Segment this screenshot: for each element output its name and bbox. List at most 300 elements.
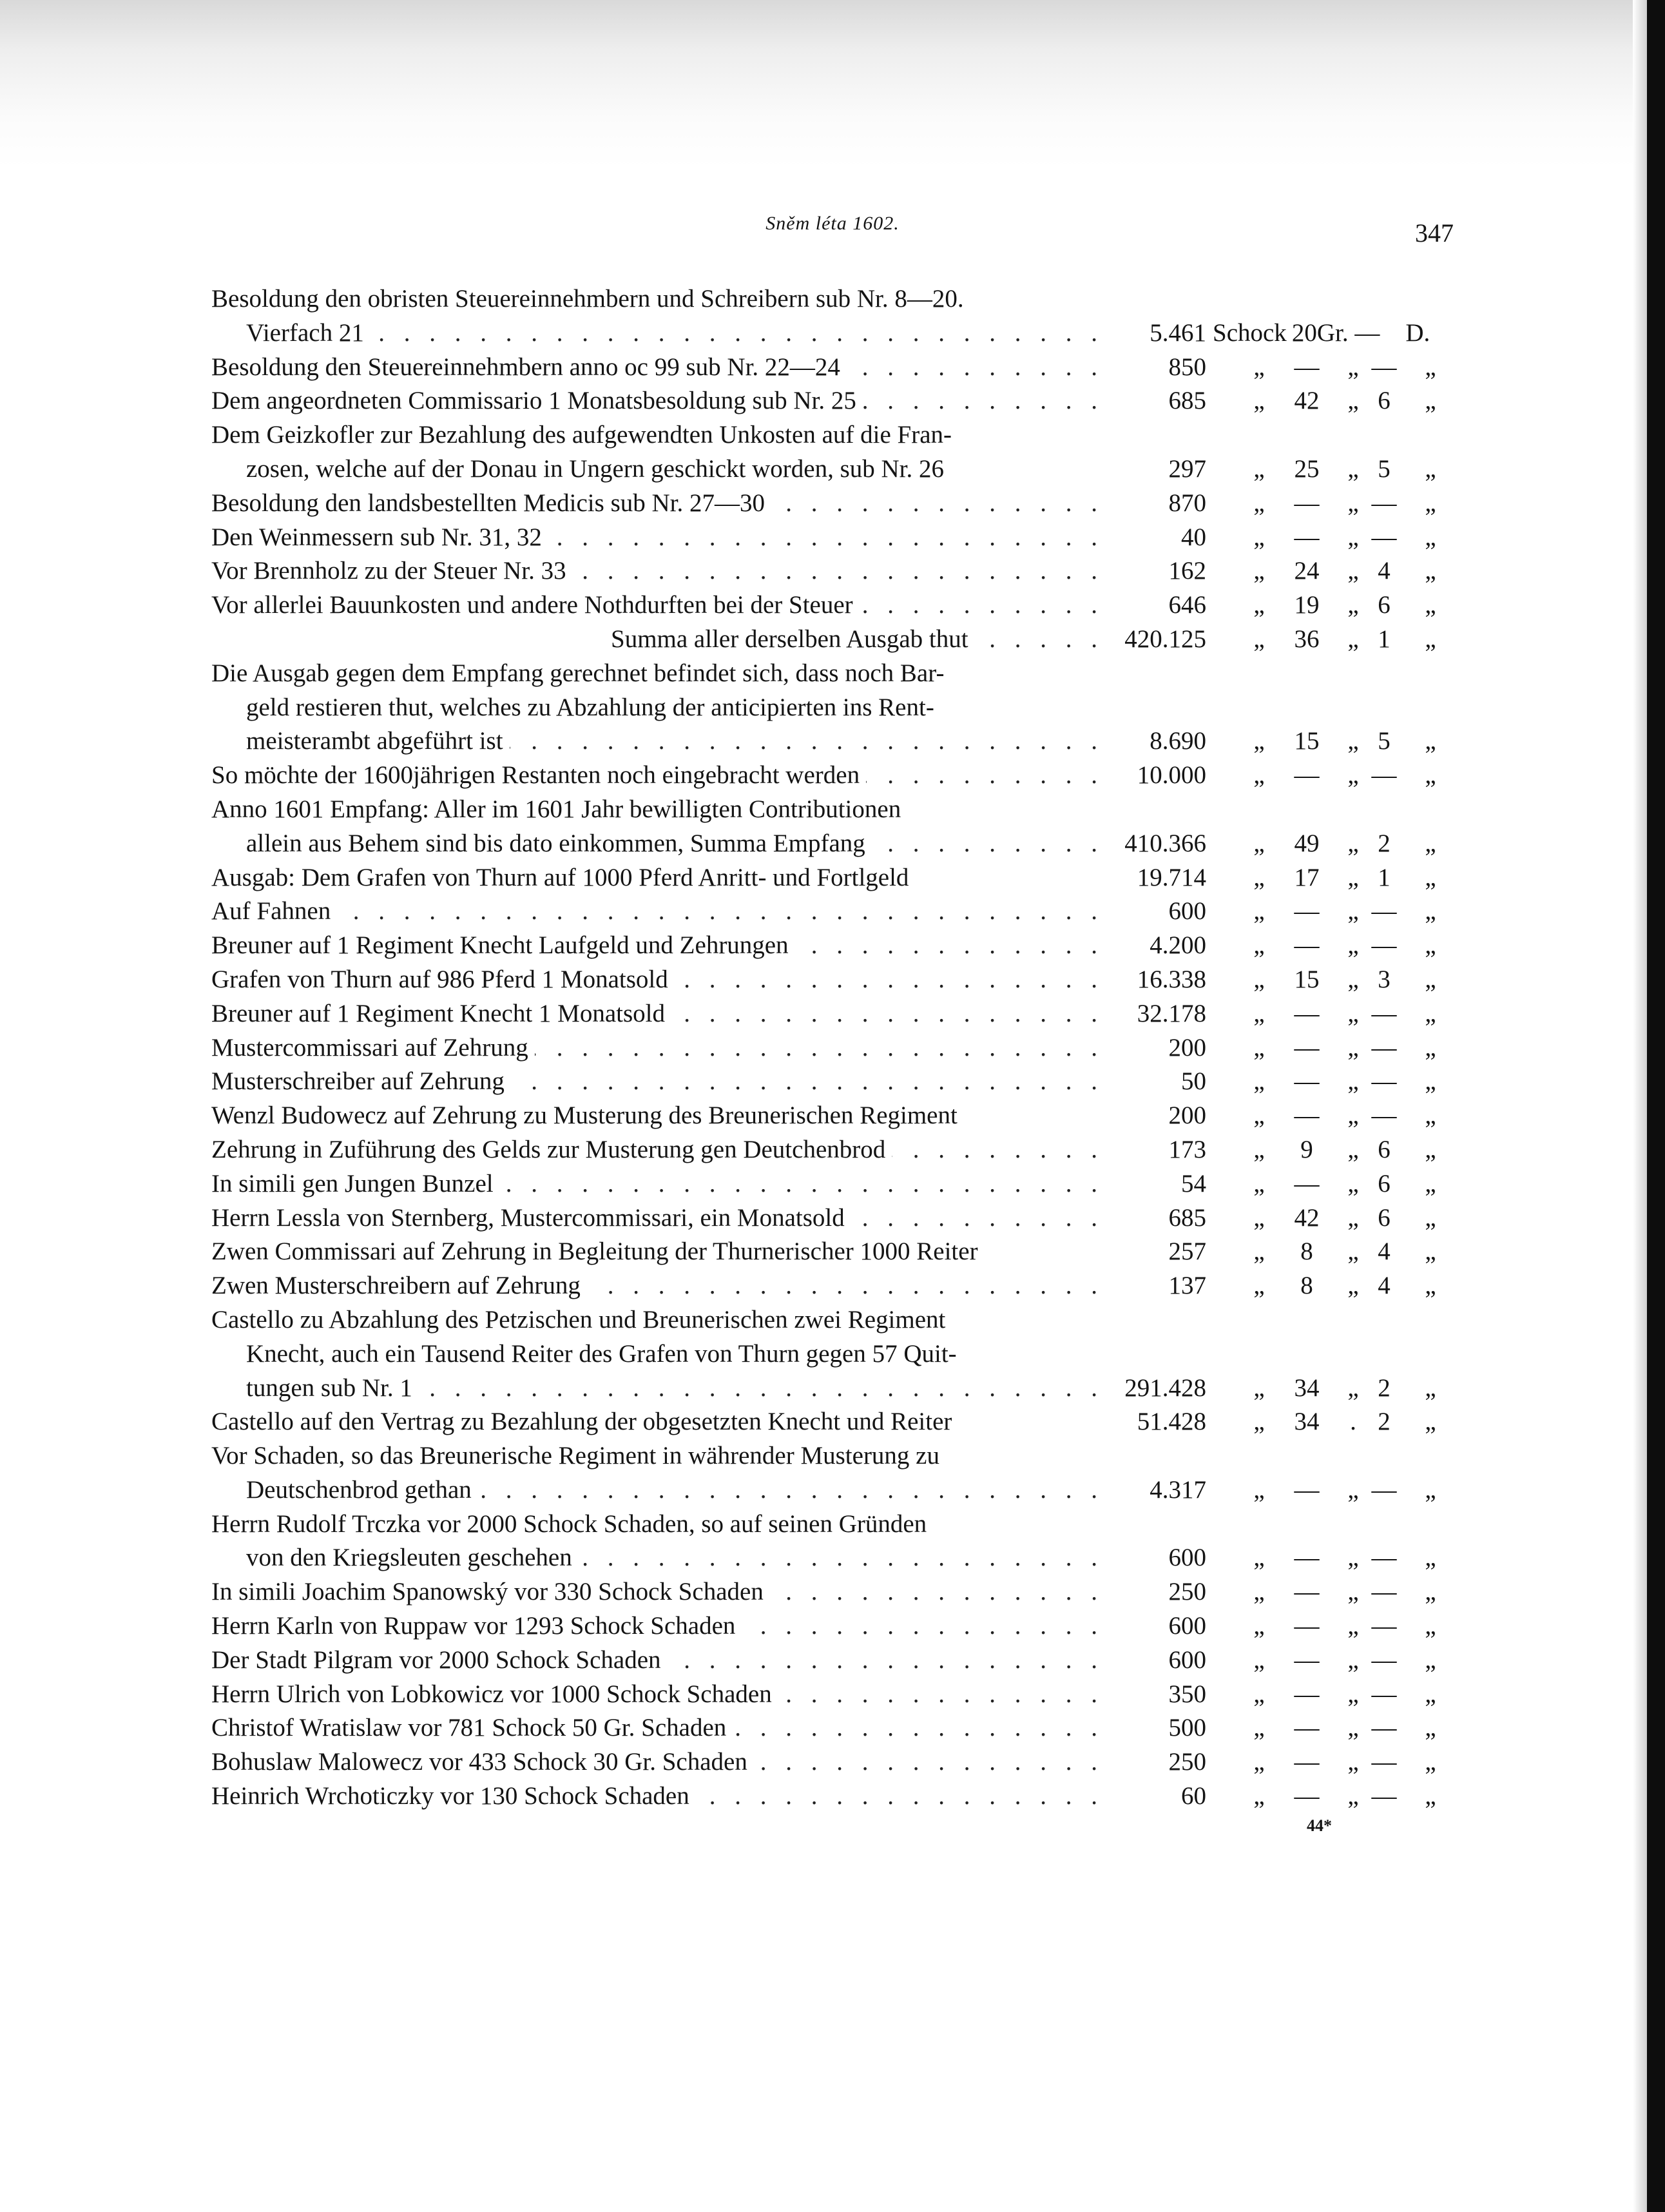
- ledger-row: [0, 1609, 1665, 1644]
- row-amount: 5.461: [1150, 318, 1206, 347]
- row-c4: —: [1371, 1033, 1397, 1062]
- row-amount: 4.200: [1150, 931, 1206, 960]
- ledger-row: [0, 1541, 1665, 1575]
- unit-d: D.: [1405, 318, 1430, 347]
- row-c1: „: [1253, 863, 1265, 891]
- running-title: Sněm léta 1602.: [765, 213, 900, 234]
- row-description: [211, 1269, 1104, 1303]
- row-c1: „: [1253, 625, 1265, 653]
- row-c3: „: [1347, 1373, 1359, 1402]
- row-description-text: Vierfach 21: [246, 319, 371, 347]
- ledger-row: [0, 1372, 1665, 1406]
- row-c3: „: [1347, 1782, 1359, 1810]
- row-c3: „: [1347, 1203, 1359, 1232]
- row-description: [611, 623, 1104, 656]
- row-description-text: Dem angeordneten Commissario 1 Monatsbesoldung sub Nr. 25: [211, 387, 863, 414]
- ledger-row: [0, 997, 1665, 1031]
- ledger-row: [0, 1644, 1665, 1678]
- row-c4: —: [1371, 1645, 1397, 1674]
- row-amount: 10.000: [1137, 761, 1206, 790]
- row-c4: 6: [1378, 1203, 1391, 1232]
- row-c2: —: [1294, 1748, 1320, 1776]
- row-description: [246, 1541, 1104, 1575]
- row-c3: „: [1347, 1101, 1359, 1130]
- row-c4: —: [1371, 523, 1397, 551]
- row-c1: „: [1253, 897, 1265, 926]
- row-c2: —: [1294, 1169, 1320, 1198]
- row-c4: —: [1371, 1475, 1397, 1504]
- row-c1: „: [1253, 1169, 1265, 1198]
- page-number: 347: [1415, 218, 1454, 247]
- row-c5: „: [1425, 1544, 1436, 1572]
- row-c3: „: [1347, 761, 1359, 790]
- row-amount: 8.690: [1150, 727, 1206, 755]
- ledger-row: [0, 929, 1665, 963]
- row-c1: „: [1253, 761, 1265, 790]
- row-c5: „: [1425, 1475, 1436, 1504]
- row-c2: —: [1294, 1475, 1320, 1504]
- row-c1: „: [1253, 1373, 1265, 1402]
- row-c4: —: [1371, 1067, 1397, 1096]
- row-c3: „: [1347, 965, 1359, 993]
- row-description: [211, 1099, 1104, 1132]
- row-amount: 54: [1181, 1169, 1206, 1198]
- row-c4: —: [1371, 897, 1397, 926]
- row-c1: „: [1253, 454, 1265, 483]
- row-description: [211, 1508, 1104, 1541]
- ledger-row: [0, 1508, 1665, 1542]
- row-description-text: Herrn Rudolf Trczka vor 2000 Schock Schaden, so auf seinen Gründen: [211, 1509, 927, 1538]
- row-c3: „: [1347, 1067, 1359, 1096]
- row-amount: 137: [1168, 1272, 1206, 1300]
- row-description-text: Besoldung den Steuereinnehmbern anno oc 99 sub Nr. 22—24: [211, 353, 847, 381]
- row-description-text: Bohuslaw Malowecz vor 433 Schock 30 Gr. Schaden: [211, 1748, 754, 1776]
- row-c1: „: [1253, 387, 1265, 415]
- row-c3: „: [1347, 1237, 1359, 1266]
- row-description-text: Vor Schaden, so das Breunerische Regiment in währender Musterung zu: [211, 1442, 939, 1470]
- row-c5: „: [1425, 591, 1436, 619]
- row-c3: „: [1347, 625, 1359, 653]
- row-description-text: Vor Brennholz zu der Steuer Nr. 33: [211, 557, 573, 585]
- row-c3: „: [1347, 1680, 1359, 1708]
- row-c1: „: [1253, 1237, 1265, 1266]
- row-c2: 42: [1294, 387, 1320, 415]
- row-amount: 4.317: [1150, 1475, 1206, 1504]
- row-description: [211, 1644, 1104, 1677]
- row-amount: 600: [1168, 1612, 1206, 1640]
- ledger-row: [0, 1201, 1665, 1236]
- ledger-row: [0, 827, 1665, 861]
- row-amount: 200: [1168, 1033, 1206, 1062]
- row-c4: 6: [1378, 1135, 1391, 1163]
- row-c4: 4: [1378, 1272, 1391, 1300]
- row-description-text: Mustercommissari auf Zehrung: [211, 1034, 535, 1062]
- row-c5: „: [1425, 1101, 1436, 1130]
- row-amount: 51.428: [1137, 1408, 1206, 1436]
- row-description-text: Herrn Lessla von Sternberg, Mustercommissari, ein Monatsold: [211, 1204, 851, 1232]
- row-description-text: In simili Joachim Spanowský vor 330 Schock Schaden: [211, 1578, 770, 1606]
- row-amount: 60: [1181, 1782, 1206, 1810]
- row-c1: „: [1253, 1612, 1265, 1640]
- row-amount: 685: [1168, 387, 1206, 415]
- ledger-row: [0, 1235, 1665, 1269]
- scan-shadow-top: [0, 0, 1665, 168]
- row-c2: —: [1294, 1101, 1320, 1130]
- row-c3: „: [1347, 1748, 1359, 1776]
- row-c5: „: [1425, 931, 1436, 960]
- row-c2: 8: [1300, 1272, 1313, 1300]
- row-c1: „: [1253, 1408, 1265, 1436]
- row-c2: 36: [1294, 625, 1320, 653]
- row-c1: „: [1253, 1135, 1265, 1163]
- ledger-row: [0, 623, 1665, 657]
- ledger-row: [0, 1439, 1665, 1473]
- row-c2: 19: [1294, 591, 1320, 619]
- row-c2: —: [1294, 1680, 1320, 1708]
- row-c4: 6: [1378, 591, 1391, 619]
- row-c1: „: [1253, 489, 1265, 517]
- row-description: [211, 895, 1104, 928]
- row-description-text: Knecht, auch ein Tausend Reiter des Grafen von Thurn gegen 57 Quit-: [246, 1339, 957, 1368]
- ledger-row: [0, 418, 1665, 452]
- row-description: [211, 384, 1104, 418]
- row-c4: 2: [1378, 1373, 1391, 1402]
- row-c4: —: [1371, 1782, 1397, 1810]
- row-description: [246, 1473, 1104, 1507]
- ledger-row: [0, 452, 1665, 487]
- row-c3: „: [1347, 454, 1359, 483]
- row-description: [211, 1575, 1104, 1609]
- row-description-text: Castello zu Abzahlung des Petzischen und Breunerischen zwei Regiment: [211, 1305, 946, 1334]
- row-description-text: Herrn Karln von Ruppaw vor 1293 Schock Schaden: [211, 1612, 742, 1640]
- row-c1: „: [1253, 1475, 1265, 1504]
- row-c1: „: [1253, 1645, 1265, 1674]
- row-description: [246, 724, 1104, 758]
- row-description-text: Grafen von Thurn auf 986 Pferd 1 Monatsold: [211, 965, 675, 993]
- row-c2: 25: [1294, 454, 1320, 483]
- row-c3: „: [1347, 591, 1359, 619]
- ledger-row: [0, 759, 1665, 793]
- row-c3: „: [1347, 1714, 1359, 1742]
- row-description: [211, 929, 1104, 962]
- row-description-text: Musterschreiber auf Zehrung: [211, 1067, 511, 1095]
- row-c2: 15: [1294, 727, 1320, 755]
- row-c4: —: [1371, 1680, 1397, 1708]
- ledger-row: [0, 316, 1665, 351]
- row-description: [246, 316, 1104, 350]
- row-c4: 4: [1378, 557, 1391, 585]
- ledger-row: [0, 1745, 1665, 1780]
- ledger-row: [0, 1167, 1665, 1201]
- row-c3: „: [1347, 1578, 1359, 1606]
- row-c2: —: [1294, 489, 1320, 517]
- row-c5: „: [1425, 1680, 1436, 1708]
- row-description: [246, 452, 1104, 486]
- row-c4: 4: [1378, 1237, 1391, 1266]
- row-c3: „: [1347, 863, 1359, 891]
- row-c2: —: [1294, 1782, 1320, 1810]
- row-c5: „: [1425, 454, 1436, 483]
- row-c5: „: [1425, 999, 1436, 1027]
- row-c5: „: [1425, 1135, 1436, 1163]
- row-description-text: Zwen Musterschreibern auf Zehrung: [211, 1272, 587, 1299]
- row-c4: —: [1371, 1714, 1397, 1742]
- row-c1: „: [1253, 353, 1265, 381]
- row-description: [211, 1235, 1104, 1268]
- row-description-text: Deutschenbrod gethan: [246, 1476, 478, 1504]
- row-c4: —: [1371, 1544, 1397, 1572]
- row-description: [211, 793, 1104, 826]
- row-description-text: von den Kriegsleuten geschehen: [246, 1544, 579, 1571]
- row-c1: „: [1253, 931, 1265, 960]
- row-amount: 600: [1168, 897, 1206, 926]
- row-c3: „: [1347, 523, 1359, 551]
- ledger-row: [0, 1678, 1665, 1712]
- row-c3: „: [1347, 1272, 1359, 1300]
- row-c5: „: [1425, 965, 1436, 993]
- row-c3: „: [1347, 353, 1359, 381]
- row-c2: —: [1294, 897, 1320, 926]
- row-description-text: Zwen Commissari auf Zehrung in Begleitung der Thurnerischer 1000 Reiter: [211, 1237, 978, 1266]
- row-description: [246, 1337, 1104, 1371]
- row-c2: —: [1294, 1645, 1320, 1674]
- row-c5: „: [1425, 523, 1436, 551]
- row-description: [211, 554, 1104, 588]
- row-c4: 6: [1378, 387, 1391, 415]
- row-c5: „: [1425, 829, 1436, 857]
- row-description-text: allein aus Behem sind bis dato einkommen, Summa Empfang: [246, 830, 872, 857]
- row-c3: „: [1347, 1475, 1359, 1504]
- row-c4: 1: [1378, 625, 1391, 653]
- row-description: [211, 657, 1104, 690]
- row-description-text: Heinrich Wrchoticzky vor 130 Schock Schaden: [211, 1782, 696, 1810]
- row-c2: 8: [1300, 1237, 1313, 1266]
- row-c5: „: [1425, 1203, 1436, 1232]
- row-amount: 646: [1168, 591, 1206, 619]
- row-description: [211, 588, 1104, 622]
- row-c5: „: [1425, 727, 1436, 755]
- row-c3: „: [1347, 489, 1359, 517]
- row-amount: 250: [1168, 1578, 1206, 1606]
- ledger-row: [0, 282, 1665, 316]
- ledger-row: [0, 384, 1665, 418]
- row-c5: „: [1425, 1408, 1436, 1436]
- row-description: [211, 351, 1104, 384]
- row-c3: „: [1347, 387, 1359, 415]
- row-amount: 40: [1181, 523, 1206, 551]
- row-description-text: geld restieren thut, welches zu Abzahlung der anticipierten ins Rent-: [246, 693, 934, 721]
- ledger-row: [0, 691, 1665, 725]
- row-c1: „: [1253, 591, 1265, 619]
- row-description-text: Besoldung den landsbestellten Medicis sub Nr. 27—30: [211, 489, 771, 517]
- row-c2: —: [1294, 1033, 1320, 1062]
- ledger-row: [0, 487, 1665, 521]
- row-amount: 297: [1168, 454, 1206, 483]
- row-c2: 42: [1294, 1203, 1320, 1232]
- ledger-row: [0, 1405, 1665, 1439]
- row-description: [211, 1065, 1104, 1098]
- row-c2: 49: [1294, 829, 1320, 857]
- row-c5: „: [1425, 897, 1436, 926]
- row-c2: 24: [1294, 557, 1320, 585]
- row-c1: „: [1253, 1067, 1265, 1096]
- row-c1: „: [1253, 1578, 1265, 1606]
- row-c1: „: [1253, 1101, 1265, 1130]
- row-c3: „: [1347, 829, 1359, 857]
- row-c4: —: [1371, 489, 1397, 517]
- row-description: [211, 1133, 1104, 1167]
- row-c3: „: [1347, 931, 1359, 960]
- ledger-row: [0, 793, 1665, 827]
- row-amount: 850: [1168, 353, 1206, 381]
- row-amount: 410.366: [1124, 829, 1206, 857]
- row-description: [211, 1745, 1104, 1779]
- row-c3: „: [1347, 999, 1359, 1027]
- row-c2: —: [1294, 1067, 1320, 1096]
- row-description-text: Besoldung den obristen Steuereinnehmbern und Schreibern sub Nr. 8—20.: [211, 285, 964, 313]
- ledger-row: [0, 724, 1665, 759]
- row-c4: —: [1371, 353, 1397, 381]
- row-c4: 2: [1378, 1408, 1391, 1436]
- row-c4: —: [1371, 1612, 1397, 1640]
- row-description-text: Auf Fahnen: [211, 897, 337, 925]
- ledger-row: [0, 521, 1665, 555]
- row-c5: „: [1425, 863, 1436, 891]
- row-c1: „: [1253, 829, 1265, 857]
- row-description-text: Den Weinmessern sub Nr. 31, 32: [211, 523, 548, 551]
- row-c5: „: [1425, 1782, 1436, 1810]
- row-amount: 19.714: [1137, 863, 1206, 891]
- ledger-row: [0, 861, 1665, 895]
- row-description-text: Vor allerlei Bauunkosten und andere Nothdurften bei der Steuer: [211, 591, 860, 619]
- row-description: [211, 1167, 1104, 1201]
- row-c1: „: [1253, 557, 1265, 585]
- row-description-text: So möchte der 1600jährigen Restanten noch eingebracht werden: [211, 761, 866, 789]
- row-amount: 162: [1168, 557, 1206, 585]
- row-description: [211, 1303, 1104, 1337]
- row-description-text: Breuner auf 1 Regiment Knecht 1 Monatsold: [211, 1000, 671, 1027]
- row-c5: „: [1425, 1612, 1436, 1640]
- row-description: [211, 521, 1104, 554]
- row-c4: —: [1371, 1101, 1397, 1130]
- row-c2: —: [1294, 523, 1320, 551]
- row-description-text: Wenzl Budowecz auf Zehrung zu Musterung des Breunerischen Regiment: [211, 1101, 958, 1130]
- row-c4: —: [1371, 931, 1397, 960]
- row-description-text: Castello auf den Vertrag zu Bezahlung der obgesetzten Knecht und Reiter: [211, 1408, 952, 1436]
- row-amount: 250: [1168, 1748, 1206, 1776]
- row-description-text: Zehrung in Zuführung des Gelds zur Musterung gen Deutchenbrod: [211, 1136, 892, 1163]
- row-amount: 16.338: [1137, 965, 1206, 993]
- row-description: [211, 1201, 1104, 1235]
- row-description-text: Ausgab: Dem Grafen von Thurn auf 1000 Pferd Anritt- und Fortlgeld: [211, 863, 909, 891]
- row-c5: „: [1425, 1169, 1436, 1198]
- row-c3: „: [1347, 1033, 1359, 1062]
- row-amount: 257: [1168, 1237, 1206, 1266]
- row-c2: —: [1294, 1714, 1320, 1742]
- ledger-row: [0, 351, 1665, 385]
- row-c1: „: [1253, 1544, 1265, 1572]
- row-c2: 34: [1294, 1373, 1320, 1402]
- ledger-row: [0, 1269, 1665, 1303]
- row-c5: „: [1425, 1033, 1436, 1062]
- row-c5: „: [1425, 353, 1436, 381]
- row-c1: „: [1253, 965, 1265, 993]
- row-c4: —: [1371, 1748, 1397, 1776]
- row-c3: .: [1350, 1408, 1356, 1436]
- row-c5: „: [1425, 1272, 1436, 1300]
- ledger-row: [0, 963, 1665, 997]
- row-c2: 9: [1300, 1135, 1313, 1163]
- row-description: [211, 1678, 1104, 1711]
- row-c5: „: [1425, 489, 1436, 517]
- ledger-row: [0, 1065, 1665, 1099]
- row-c4: 5: [1378, 454, 1391, 483]
- row-c1: „: [1253, 523, 1265, 551]
- ledger-row: [0, 1473, 1665, 1508]
- row-c2: —: [1294, 999, 1320, 1027]
- row-c3: „: [1347, 1135, 1359, 1163]
- row-c1: „: [1253, 1033, 1265, 1062]
- row-c1: „: [1253, 1680, 1265, 1708]
- row-c3: „: [1347, 557, 1359, 585]
- row-description-text: Herrn Ulrich von Lobkowicz vor 1000 Schock Schaden: [211, 1680, 778, 1708]
- row-description: [211, 487, 1104, 520]
- row-c2: —: [1294, 761, 1320, 790]
- row-description: [211, 282, 1104, 316]
- ledger-row: [0, 588, 1665, 623]
- row-amount: 173: [1168, 1135, 1206, 1163]
- ledger-row: [0, 1099, 1665, 1133]
- ledger-row: [0, 895, 1665, 929]
- row-description: [211, 418, 1104, 452]
- row-c3: „: [1347, 1645, 1359, 1674]
- row-description: [246, 691, 1104, 724]
- row-description: [211, 1405, 1104, 1439]
- row-c3: „: [1347, 727, 1359, 755]
- row-c1: „: [1253, 1272, 1265, 1300]
- row-c4: 1: [1378, 863, 1391, 891]
- row-c5: „: [1425, 1714, 1436, 1742]
- row-c5: „: [1425, 1578, 1436, 1606]
- row-description-text: Breuner auf 1 Regiment Knecht Laufgeld und Zehrungen: [211, 931, 795, 959]
- row-amount: 32.178: [1137, 999, 1206, 1027]
- row-c1: „: [1253, 1714, 1265, 1742]
- row-description-text: In simili gen Jungen Bunzel: [211, 1170, 500, 1198]
- row-c5: „: [1425, 1237, 1436, 1266]
- row-c1: „: [1253, 999, 1265, 1027]
- row-c4: —: [1371, 761, 1397, 790]
- row-c4: 5: [1378, 727, 1391, 755]
- row-c5: „: [1425, 625, 1436, 653]
- ledger-row: [0, 1303, 1665, 1337]
- row-c1: „: [1253, 1782, 1265, 1810]
- row-c3: „: [1347, 1544, 1359, 1572]
- row-c4: 6: [1378, 1169, 1391, 1198]
- row-description: [211, 1031, 1104, 1065]
- row-description-text: Anno 1601 Empfang: Aller im 1601 Jahr bewilligten Contributionen: [211, 795, 901, 823]
- row-c2: —: [1294, 1612, 1320, 1640]
- row-c5: „: [1425, 1645, 1436, 1674]
- row-c1: „: [1253, 727, 1265, 755]
- row-description: [246, 827, 1104, 860]
- row-amount: 600: [1168, 1544, 1206, 1572]
- row-amount: 200: [1168, 1101, 1206, 1130]
- row-c2: —: [1294, 931, 1320, 960]
- row-description-text: zosen, welche auf der Donau in Ungern geschickt worden, sub Nr. 26: [246, 454, 945, 483]
- row-c5: „: [1425, 1373, 1436, 1402]
- row-c5: „: [1425, 387, 1436, 415]
- row-c5: „: [1425, 1067, 1436, 1096]
